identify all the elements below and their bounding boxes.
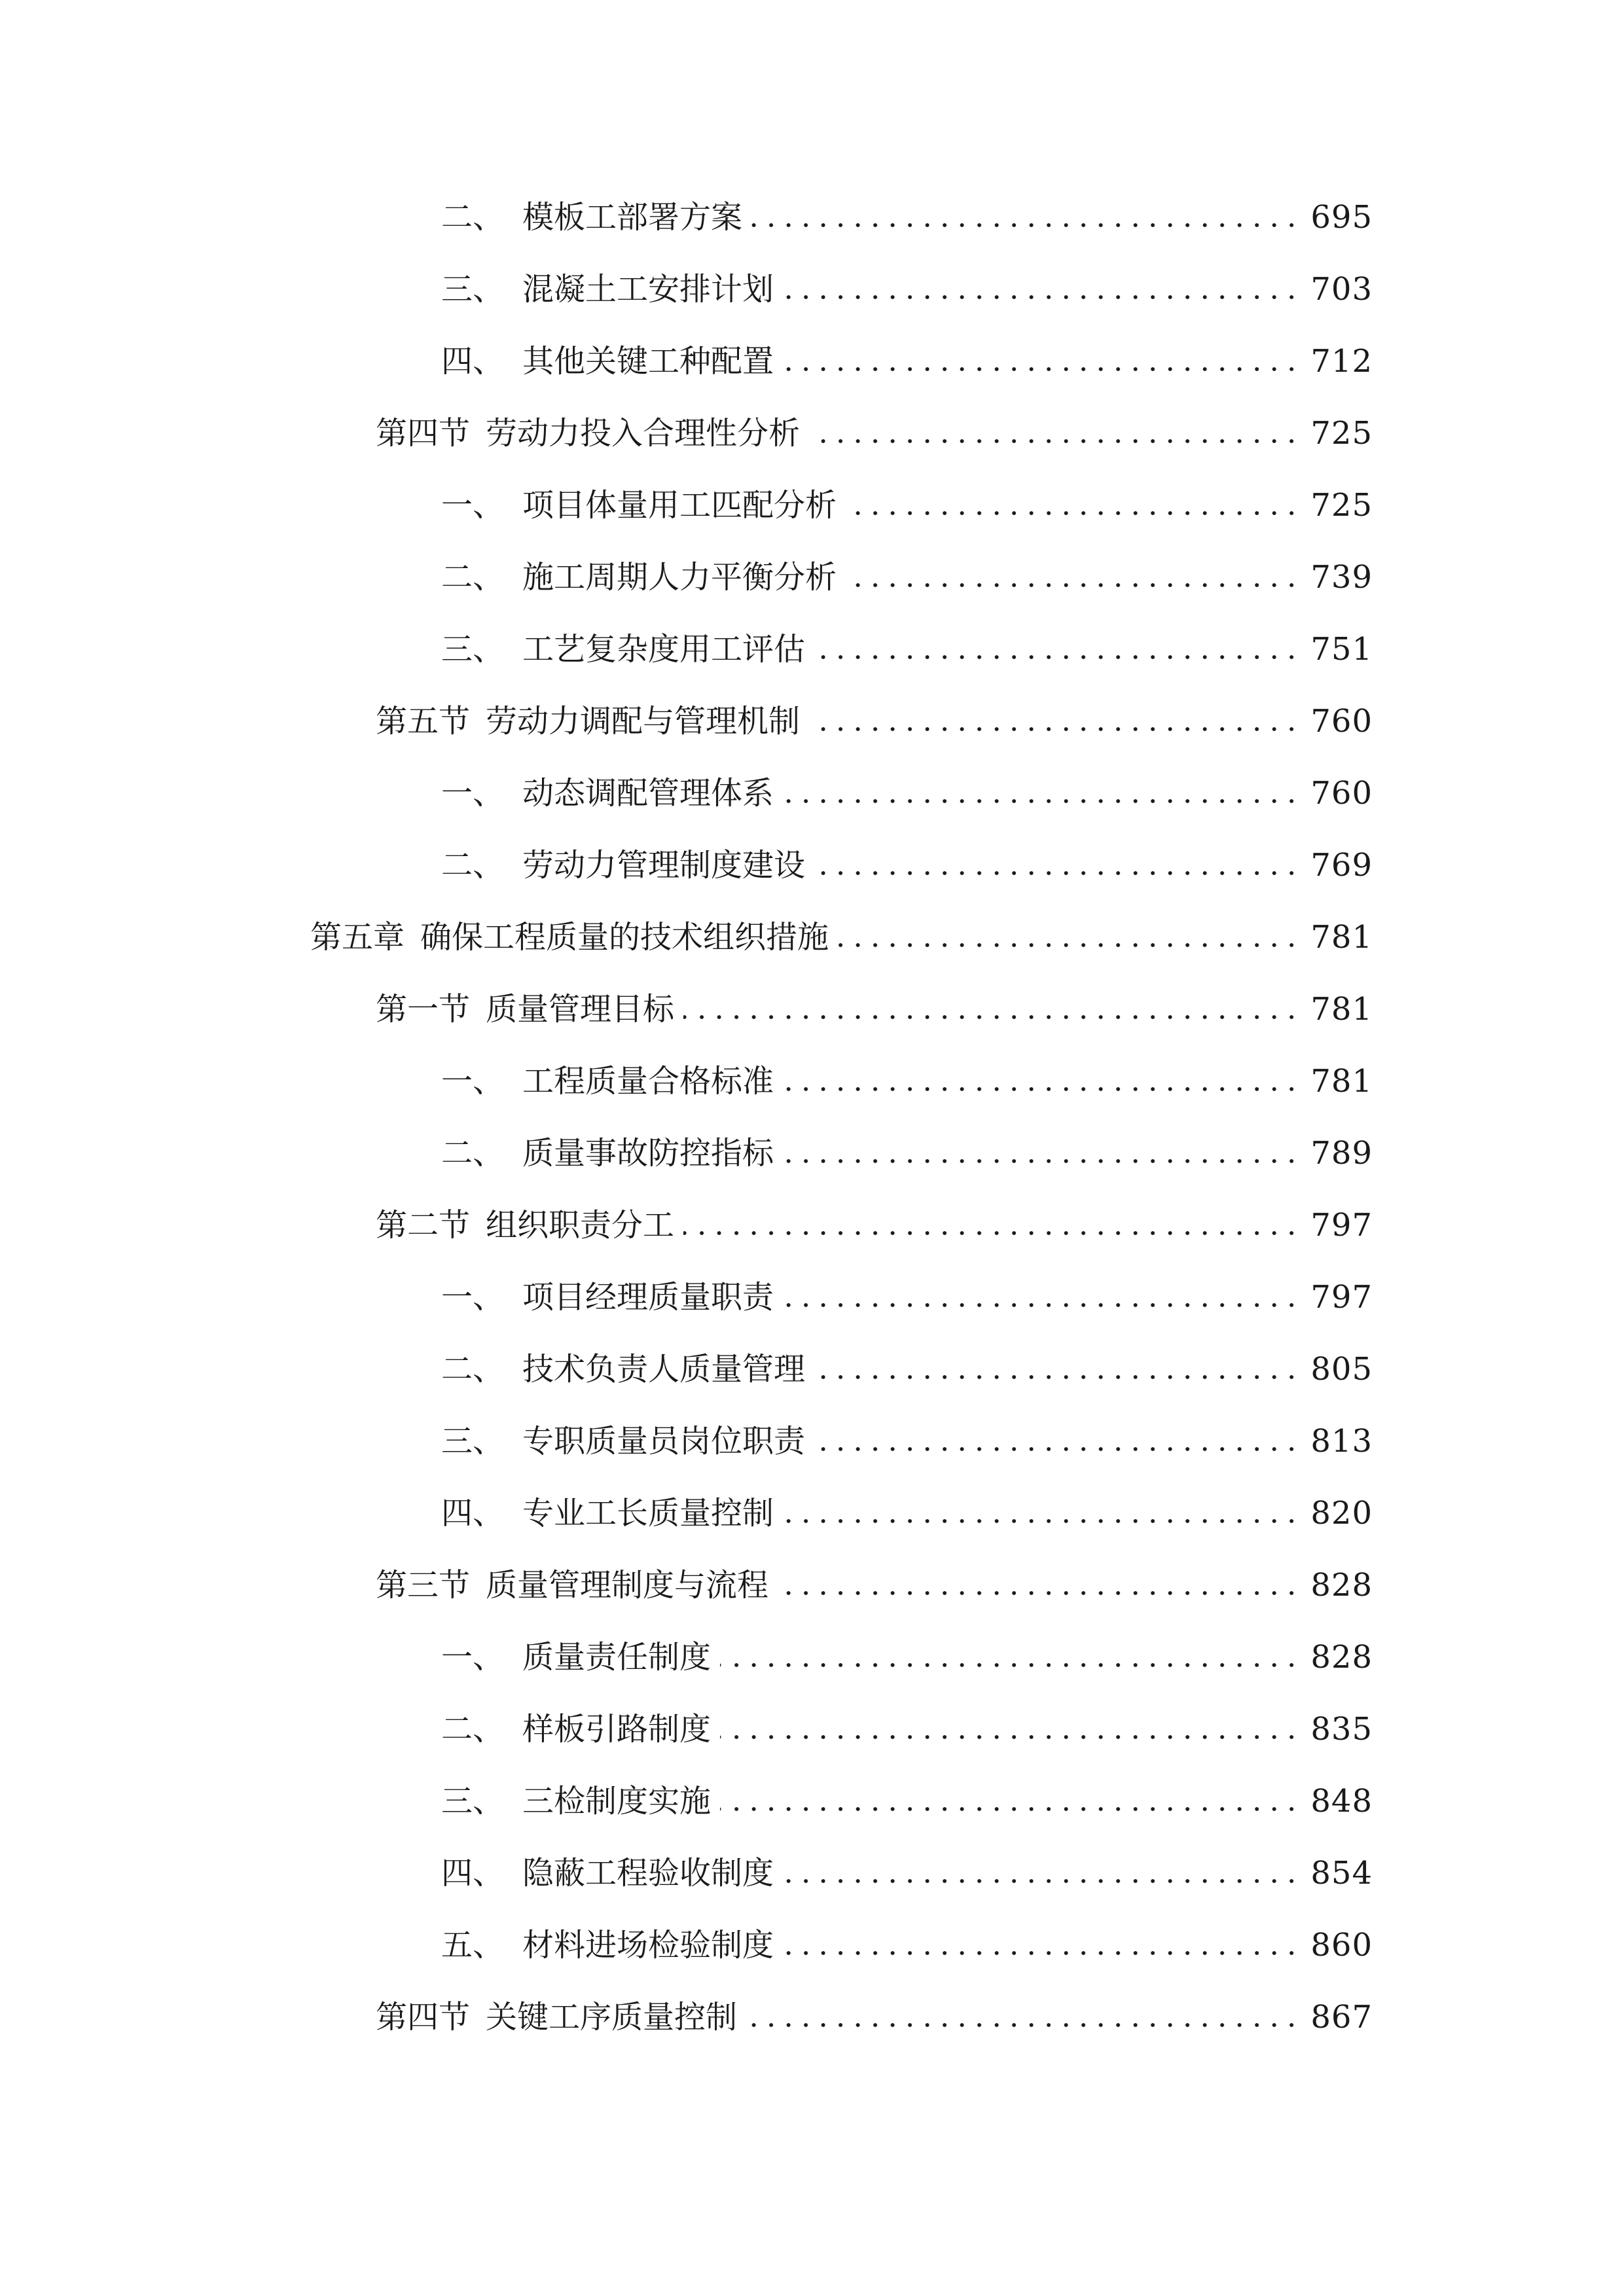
toc-entry[interactable]: [441, 1703, 1373, 1755]
toc-entry-number: 四、: [441, 1855, 505, 1892]
toc-entry-title: 专职质量员岗位职责: [522, 1423, 806, 1460]
toc-entry[interactable]: [441, 1487, 1373, 1539]
toc-entry-number: 四、: [441, 343, 505, 380]
toc-entry-number: 二、: [441, 559, 505, 596]
toc-entry[interactable]: [441, 1343, 1373, 1395]
dot-leader: [809, 695, 1300, 747]
toc-entry-title: 样板引路制度: [522, 1711, 712, 1748]
toc-entry-number: 二、: [441, 1351, 505, 1388]
toc-entry-page: 813: [1310, 1423, 1373, 1460]
toc-entry-number: 二、: [441, 847, 505, 884]
dot-leader: [814, 839, 1300, 891]
toc-entry-title: 模板工部署方案: [522, 199, 743, 236]
dot-leader: [846, 551, 1300, 603]
toc-entry-page: 828: [1310, 1567, 1373, 1604]
toc-entry[interactable]: [441, 1631, 1373, 1683]
toc-entry[interactable]: [441, 1919, 1373, 1971]
toc-entry-number: 第四节: [376, 1999, 471, 2036]
dot-leader: [783, 1271, 1300, 1323]
toc-entry-page: 835: [1310, 1711, 1373, 1748]
toc-entry-page: 712: [1310, 343, 1373, 380]
toc-entry-page: 860: [1310, 1927, 1373, 1964]
toc-entry-number: 二、: [441, 1711, 505, 1748]
toc-entry-number: 四、: [441, 1495, 505, 1532]
toc-entry[interactable]: [376, 1991, 1373, 2043]
toc-entry-title: 质量事故防控指标: [522, 1135, 774, 1172]
toc-entry[interactable]: [441, 767, 1373, 819]
toc-entry-page: 848: [1310, 1783, 1373, 1820]
toc-entry-number: 第四节: [376, 415, 471, 452]
toc-entry[interactable]: [441, 623, 1373, 675]
toc-entry-number: 第二节: [376, 1207, 471, 1244]
toc-entry-number: 五、: [441, 1927, 505, 1964]
toc-entry-number: 三、: [441, 631, 505, 668]
toc-entry-number: 一、: [441, 1063, 505, 1100]
toc-entry-number: 二、: [441, 199, 505, 236]
dot-leader: [783, 335, 1300, 387]
toc-entry-title: 劳动力投入合理性分析: [486, 415, 801, 452]
toc-entry-page: 797: [1310, 1207, 1373, 1244]
toc-entry-page: 703: [1310, 271, 1373, 308]
toc-entry-page: 760: [1310, 703, 1373, 740]
toc-entry-title: 混凝土工安排计划: [522, 271, 774, 308]
toc-entry-page: 739: [1310, 559, 1373, 596]
toc-entry-title: 工程质量合格标准: [522, 1063, 774, 1100]
toc-entry-number: 一、: [441, 487, 505, 524]
dot-leader: [783, 1127, 1300, 1179]
toc-entry-page: 781: [1310, 991, 1373, 1028]
dot-leader: [846, 479, 1300, 531]
toc-entry-title: 质量管理制度与流程: [486, 1567, 769, 1604]
toc-entry[interactable]: [441, 479, 1373, 531]
dot-leader: [746, 1991, 1300, 2043]
toc-entry[interactable]: [310, 911, 1373, 963]
toc-entry[interactable]: [441, 1775, 1373, 1827]
toc-entry-number: 第五节: [376, 703, 471, 740]
dot-leader: [783, 1487, 1300, 1539]
toc-entry[interactable]: [441, 551, 1373, 603]
toc-entry-title: 隐蔽工程验收制度: [522, 1855, 774, 1892]
toc-entry-title: 其他关键工种配置: [522, 343, 774, 380]
dot-leader: [720, 1775, 1300, 1827]
toc-entry-title: 项目体量用工匹配分析: [522, 487, 837, 524]
toc-entry-number: 一、: [441, 1639, 505, 1676]
dot-leader: [778, 1559, 1300, 1611]
dot-leader: [814, 623, 1300, 675]
toc-entry-title: 动态调配管理体系: [522, 775, 774, 812]
toc-entry[interactable]: [441, 335, 1373, 387]
toc-entry[interactable]: [376, 983, 1373, 1035]
dot-leader: [683, 1199, 1300, 1251]
toc-entry-title: 工艺复杂度用工评估: [522, 631, 806, 668]
toc-entry-title: 技术负责人质量管理: [522, 1351, 806, 1388]
toc-entry[interactable]: [441, 1847, 1373, 1899]
dot-leader: [683, 983, 1300, 1035]
dot-leader: [783, 767, 1300, 819]
toc-entry-page: 725: [1310, 415, 1373, 452]
toc-entry-page: 805: [1310, 1351, 1373, 1388]
toc-entry-title: 组织职责分工: [486, 1207, 675, 1244]
toc-entry-number: 第三节: [376, 1567, 471, 1604]
toc-entry[interactable]: [441, 191, 1373, 243]
dot-leader: [720, 1631, 1300, 1683]
toc-entry[interactable]: [441, 263, 1373, 315]
dot-leader: [751, 191, 1300, 243]
toc-entry-title: 质量管理目标: [486, 991, 675, 1028]
toc-entry-title: 劳动力调配与管理机制: [486, 703, 801, 740]
toc-entry-page: 695: [1310, 199, 1373, 236]
toc-entry-number: 三、: [441, 1783, 505, 1820]
toc-entry[interactable]: [376, 695, 1373, 747]
toc-entry-number: 一、: [441, 775, 505, 812]
toc-entry-page: 797: [1310, 1279, 1373, 1316]
toc-entry[interactable]: [441, 1127, 1373, 1179]
toc-entry[interactable]: [441, 1415, 1373, 1467]
toc-entry-title: 施工周期人力平衡分析: [522, 559, 837, 596]
dot-leader: [720, 1703, 1300, 1755]
toc-entry-page: 781: [1310, 919, 1373, 956]
toc-entry-title: 劳动力管理制度建设: [522, 847, 806, 884]
dot-leader: [783, 1055, 1300, 1107]
toc-entry-number: 一、: [441, 1279, 505, 1316]
dot-leader: [814, 1343, 1300, 1395]
toc-entry-page: 867: [1310, 1999, 1373, 2036]
toc-entry-title: 项目经理质量职责: [522, 1279, 774, 1316]
toc-entry-page: 769: [1310, 847, 1373, 884]
dot-leader: [809, 407, 1300, 459]
dot-leader: [783, 263, 1300, 315]
toc-entry-title: 专业工长质量控制: [522, 1495, 774, 1532]
dot-leader: [783, 1919, 1300, 1971]
dot-leader: [814, 1415, 1300, 1467]
toc-entry-title: 材料进场检验制度: [522, 1927, 774, 1964]
toc-entry[interactable]: [441, 1271, 1373, 1323]
toc-entry-page: 820: [1310, 1495, 1373, 1532]
toc-entry-number: 三、: [441, 271, 505, 308]
toc-entry-page: 854: [1310, 1855, 1373, 1892]
toc-entry-title: 确保工程质量的技术组织措施: [420, 919, 829, 956]
toc-entry-page: 828: [1310, 1639, 1373, 1676]
toc-entry-page: 781: [1310, 1063, 1373, 1100]
toc-entry-number: 三、: [441, 1423, 505, 1460]
toc-entry[interactable]: [376, 1199, 1373, 1251]
dot-leader: [838, 911, 1300, 963]
toc-entry-title: 关键工序质量控制: [486, 1999, 738, 2036]
toc-entry-number: 二、: [441, 1135, 505, 1172]
dot-leader: [783, 1847, 1300, 1899]
toc-entry-title: 质量责任制度: [522, 1639, 712, 1676]
toc-entry[interactable]: [376, 1559, 1373, 1611]
toc-entry[interactable]: [376, 407, 1373, 459]
toc-entry-page: 789: [1310, 1135, 1373, 1172]
toc-entry[interactable]: [441, 1055, 1373, 1107]
toc-entry-page: 725: [1310, 487, 1373, 524]
toc-entry-page: 751: [1310, 631, 1373, 668]
toc-entry-number: 第一节: [376, 991, 471, 1028]
toc-entry-page: 760: [1310, 775, 1373, 812]
toc-entry-number: 第五章: [310, 919, 405, 956]
toc-entry-title: 三检制度实施: [522, 1783, 712, 1820]
toc-entry[interactable]: [441, 839, 1373, 891]
